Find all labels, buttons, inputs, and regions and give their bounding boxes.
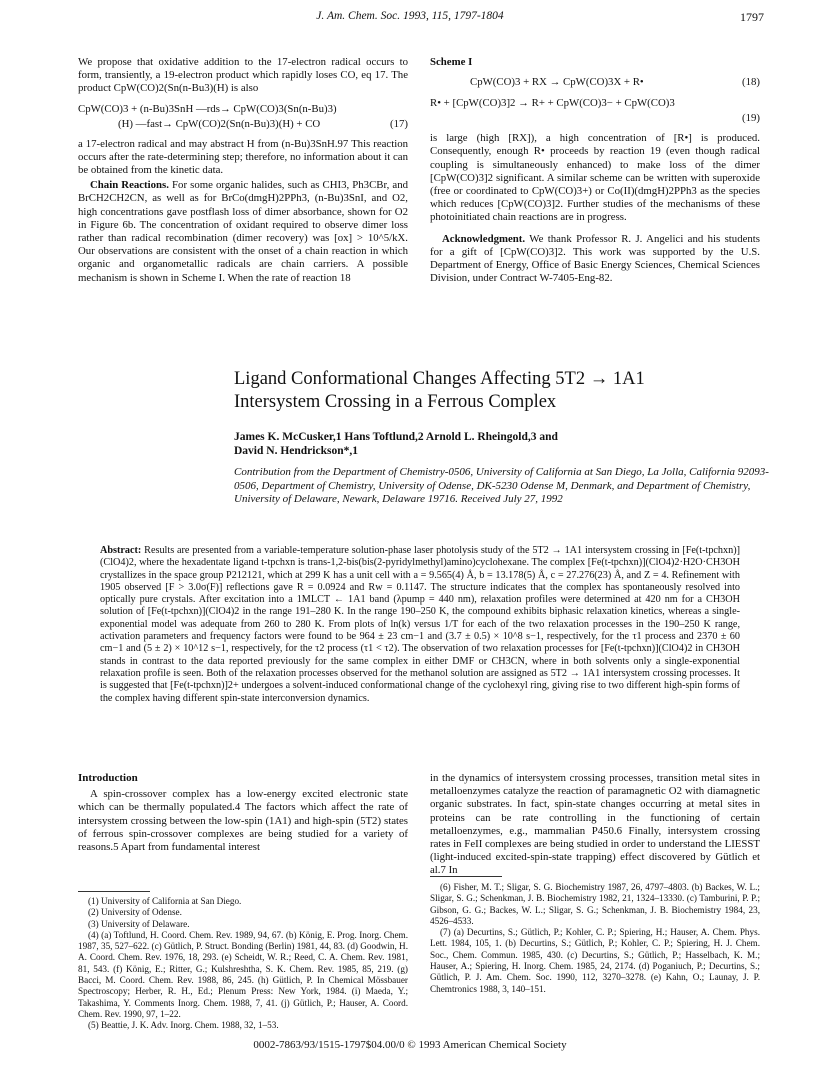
- equation-17: [78, 102, 408, 132]
- footnote-rule-left: [78, 891, 150, 892]
- prev-paragraph: a 17-electron radical and may abstract H from (n-Bu)3SnH.97 This reaction occurs after the rate-determining step; therefore, no information about it can be obtained from the kinetic data.: [78, 137, 408, 177]
- scheme-title: Scheme I: [430, 56, 473, 68]
- abstract-label: Abstract:: [100, 545, 142, 556]
- author-list: [234, 430, 754, 458]
- prev-article-right-column: [430, 56, 760, 287]
- chain-reactions-paragraph: [78, 179, 408, 285]
- intro-left-column: [78, 772, 408, 856]
- abstract-text: Results are presented from a variable-temperature solution-phase laser photolysis study of the 5T2 → 1A1 intersystem crossing in [Fe(t-tpchxn)](ClO4)2, where the hexadentate ligand t-tpchxn is trans-1,2-bis(bis(2-pyridylmethyl)amino)cyclohexane. The complex [Fe(t-tpchxn)](ClO4)2·H2O·CH3OH crystallizes in the space group P212121, which at 299 K has a unit cell with a = 9.565(4) Å, b = 13.178(5) Å, c = 27.276(23) Å, and Z = 4. Refinement with 1905 observed [F > 3.0σ(F)] reflections gave R = 0.0924 and Rw = 0.1147. The structure indicates that the complex has spontaneously resolved into optically pure crystals. After excitation into a 1MLCT ← 1A1 band (λpump = 440 nm), relaxation profiles were determined at 420 nm for a CH3OH solution of [Fe(t-tpchxn)](ClO4)2 in the range 191–280 K. In the range 190–250 K, the compound exhibits biphasic relaxation kinetics, whereas a single-exponential model was adequate from 260 to 280 K. From plots of ln(k) versus 1/T for each of the two relaxation processes in the 190–250 K range, activation parameters and frequency factors were found to be 964 ± 23 cm−1 and (3.7 ± 0.5) × 10^8 s−1, respectively, for the τ1 process and 2370 ± 60 cm−1 and (5 ± 2) × 10^12 s−1, respectively, for the τ2 process (τ1 < τ2). The observation of two relaxation processes for [Fe(t-tpchxn)](ClO4)2 in CH3OH stands in contrast to the data reported previously for the same complex in either DMF or CH3CN, where in both solvents only a single-exponential relaxation profile is seen. Both of the relaxation processes observed for the methanol solution are assigned as 5T2 → 1A1 intersystem crossing processes. It is suggested that [Fe(t-tpchxn)]2+ undergoes a solvent-induced conformational change of the cyclohexyl ring, giving rise to two different high-spin forms of the complex having different spin-state interconversion dynamics.: [100, 545, 741, 704]
- intro-right-column: [430, 772, 760, 880]
- footnote: (1) University of California at San Diego.: [88, 896, 242, 906]
- equation-19: [430, 96, 760, 126]
- intro-paragraph-continued: in the dynamics of intersystem crossing processes, transition metal sites in metalloenzymes catalyze the reaction of paramagnetic O2 with diamagnetic organic substrates. In fact, spin-state changes occurring at metal sites in proteins can be rate controlling in the functioning of certain metalloenzymes, e.g., mammalian P450.6 Finally, intersystem crossing rates in FeII complexes are being studied in order to understand the LIESST (light-induced excited-spin-state trapping) effect discovered by Gütlich et al.7 In: [430, 772, 760, 877]
- footnotes-left: [78, 896, 408, 1032]
- equation-18-text: CpW(CO)3 + RX → CpW(CO)3X + R•: [470, 76, 644, 89]
- footnote: (7) (a) Decurtins, S.; Gütlich, P.; Kohler, C. P.; Spiering, H.; Hauser, A. Chem. Phys. Lett. 1984, 105, 1. (b) Decurtins, S.; Gütlich, P.; Kohler, C. P.; Spiering, H. J. Chem. Soc., Chem. Commun. 1985, 430. (c) Decurtins, S.; Gütlich, P.; Hasselbach, K. M.; Hauser, A.; Spiering, H. Inorg. Chem. 1985, 24, 2174. (d) Poganiuch, P.; Decurtins, S.; Gütlich, P. J. Am. Chem. Soc. 1990, 112, 3270–3278. (e) Kahn, O.; Launay, J. P. Chemtronics 1988, 3, 140–151.: [430, 927, 760, 994]
- acknowledgment-paragraph: [430, 233, 760, 286]
- equation-18: [430, 75, 760, 90]
- equation-17-line2: (H) —fast→ CpW(CO)2(Sn(n-Bu)3)(H) + CO: [118, 117, 321, 130]
- authors-line2: David N. Hendrickson*,1: [234, 445, 358, 457]
- prev-article-left-column: [78, 56, 408, 287]
- equation-19-number: (19): [742, 112, 760, 125]
- article-title-line2: Intersystem Crossing in a Ferrous Complex: [234, 392, 557, 412]
- page-number: 1797: [740, 10, 764, 24]
- introduction-heading: Introduction: [78, 772, 138, 784]
- equation-17-number: (17): [390, 117, 408, 130]
- prev-paragraph: We propose that oxidative addition to the 17-electron radical occurs to form, transiently, a 19-electron product which rapidly loses CO, eq 17. The product CpW(CO)2(Sn(n-Bu3)(H) is also: [78, 56, 408, 95]
- footnote: (4) (a) Toftlund, H. Coord. Chem. Rev. 1989, 94, 67. (b) König, E. Prog. Inorg. Chem. 1987, 35, 527–622. (c) Gütlich, P. Struct. Bonding (Berlin) 1981, 44, 83. (d) Goodwin, H. A. Coord. Chem. Rev. 1976, 18, 293. (e) Scheidt, W. R.; Reed, C. A. Chem. Rev. 1981, 81, 543. (f) König, E.; Ritter, G.; Kulshreshtha, S. K. Chem. Rev. 1985, 85, 219. (g) Bacci, M. Coord. Chem. Rev. 1988, 86, 245. (h) Gütlich, P. In Chemical Mössbauer Spectroscopy; Herber, R. H., Ed.; Plenum Press: New York, 1984. (i) Maeda, Y.; Takashima, Y. Comments Inorg. Chem. 1988, 7, 41. (j) Gütlich, P.; Hauser, A. Coord. Chem. Rev. 1990, 97, 1–22.: [78, 929, 408, 1019]
- footnote-rule-right: [430, 876, 502, 877]
- prev-paragraph: is large (high [RX]), a high concentration of [R•] is produced. Consequently, enough R• proceeds by reaction 19 (even though radical coupling is simultaneously enhanced) to make loss of the dimer [CpW(CO)3]2 significant. A similar scheme can be written with superoxide (free or coordinated to CpW(CO)3+) or Co(II)(dmgH)2PPh3 as the species which reduces [CpW(CO)3]2. Further studies of the mechanisms of these photoinitiated chain reactions are in progress.: [430, 132, 760, 224]
- affiliations: Contribution from the Department of Chemistry-0506, University of California at San Diego, La Jolla, California 92093-0506, Department of Chemistry, University of Odense, DK-5230 Odense M, Denmark, and Department of Chemistry, University of Delaware, Newark, Delaware 19716. Received July 27, 1992: [234, 466, 769, 505]
- article-title-line1: Ligand Conformational Changes Affecting 5T2 → 1A1: [234, 369, 645, 389]
- abstract: [100, 545, 740, 705]
- equation-17-line1: CpW(CO)3 + (n-Bu)3SnH —rds→ CpW(CO)3(Sn(n-Bu)3): [78, 102, 337, 115]
- article-title: [234, 368, 774, 414]
- footnotes-right: [430, 882, 760, 995]
- copyright-footer: 0002-7863/93/1515-1797$04.00/0 © 1993 American Chemical Society: [253, 1039, 567, 1051]
- acknowledgment-text: We thank Professor R. J. Angelici and his students for a gift of [CpW(CO)3]2. This work was supported by the U.S. Department of Energy, Office of Basic Energy Sciences, Chemical Sciences Division, under Contract W-7405-Eng-82.: [430, 232, 760, 285]
- chain-reactions-text: For some organic halides, such as CHI3, Ph3CBr, and BrCH2CH2CN, as well as for BrCo(dmgH)2PPh3, (n-Bu)3SnI, and O2, high concentrations gave postflash loss of dimer absorbance, shown for O2 in Figure 6b. The concentration of oxidant required to observe dimer loss rather than radical recombination (dimer recovery) was [ox] > 10^5/kX. Our observations are consistent with the onset of a chain reaction in which organic and organometallic radicals are chain carriers. A possible mechanism is shown in Scheme I. When the rate of reaction 18: [78, 179, 408, 284]
- journal-citation: J. Am. Chem. Soc. 1993, 115, 1797-1804: [316, 10, 504, 22]
- acknowledgment-heading: Acknowledgment.: [442, 232, 526, 245]
- chain-reactions-heading: Chain Reactions.: [90, 179, 169, 192]
- equation-19-text: R• + [CpW(CO)3]2 → R+ + CpW(CO)3− + CpW(CO)3: [430, 97, 675, 110]
- intro-paragraph: A spin-crossover complex has a low-energy excited electronic state which can be thermally populated.4 The factors which affect the rate of intersystem crossing between the low-spin (1A1) and high-spin (5T2) states of ferrous spin-crossover complexes are being studied for a variety of reasons.5 Apart from fundamental interest: [78, 788, 408, 854]
- footnote: (2) University of Odense.: [88, 907, 182, 918]
- equation-18-number: (18): [742, 76, 760, 89]
- footnote: (3) University of Delaware.: [88, 918, 190, 929]
- authors-line1: James K. McCusker,1 Hans Toftlund,2 Arnold L. Rheingold,3 and: [234, 431, 558, 443]
- footnote: (6) Fisher, M. T.; Sligar, S. G. Biochemistry 1987, 26, 4797–4803. (b) Backes, W. L.; Sligar, S. G.; Schenkman, J. B. Biochemistry 1982, 21, 1324–13330. (c) Tamburini, P. P.; Gibson, G. G.; Backes, W. L.; Sligar, S. G.; Schenkman, J. B. Biochemistry 1984, 23, 4526–4533.: [430, 882, 760, 926]
- footnote: (5) Beattie, J. K. Adv. Inorg. Chem. 1988, 32, 1–53.: [88, 1020, 279, 1031]
- running-header: [0, 10, 820, 32]
